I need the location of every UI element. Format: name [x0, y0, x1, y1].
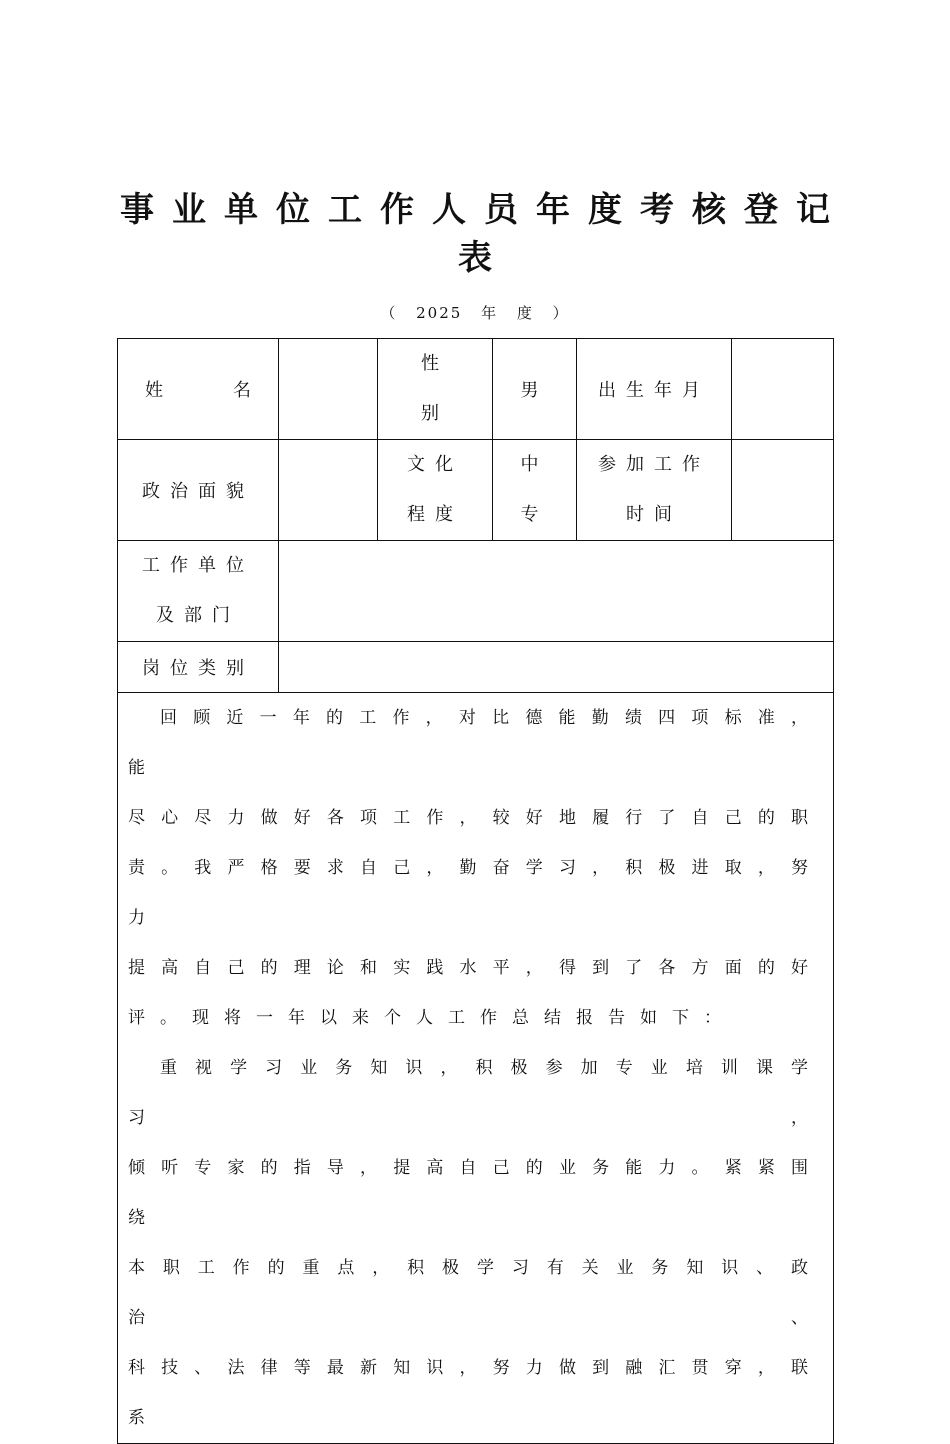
- gender-field[interactable]: 男: [493, 339, 577, 440]
- birth-field[interactable]: [732, 339, 834, 440]
- year-line: [0, 302, 950, 323]
- unit-label-line-1: 工作单位: [142, 555, 254, 576]
- work-start-label-line-2: 时间: [626, 504, 682, 525]
- summary-line: 倾听专家的指导，提高自己的业务能力。紧紧围绕: [128, 1158, 823, 1228]
- summary-line: 提高自己的理论和实践水平，得到了各方面的好: [128, 958, 823, 978]
- gender-label-line-2: 别: [421, 403, 449, 424]
- name-label: 姓名: [118, 339, 279, 440]
- gender-label-line-1: 性: [421, 353, 449, 374]
- education-label-line-1: 文化: [407, 454, 463, 475]
- summary-line: 本职工作的重点，积极学习有关业务知识、政治、: [128, 1258, 823, 1328]
- political-label: 政治面貌: [118, 440, 279, 541]
- post-field[interactable]: [279, 642, 834, 693]
- summary-line: 尽心尽力做好各项工作，较好地履行了自己的职: [128, 808, 823, 828]
- work-start-label-line-1: 参加工作: [598, 454, 710, 475]
- summary-line: 重视学习业务知识，积极参加专业培训课学习，: [128, 1058, 823, 1128]
- form-title-line-1: 事业单位工作人员年度考核登记: [120, 190, 848, 230]
- education-value-line-1: 中: [520, 454, 549, 475]
- work-start-label: [577, 440, 732, 541]
- unit-label-line-2: 及部门: [156, 605, 240, 626]
- summary-cell[interactable]: [118, 693, 834, 1444]
- summary-line: 责。我严格要求自己，勤奋学习，积极进取，努力: [128, 858, 823, 928]
- year-value: 2025: [416, 304, 463, 322]
- education-label-line-2: 程度: [407, 504, 463, 525]
- education-field[interactable]: [493, 440, 577, 541]
- summary-line: 回顾近一年的工作，对比德能勤绩四项标准，能: [128, 708, 823, 778]
- name-field[interactable]: [279, 339, 378, 440]
- birth-label: 出生年月: [577, 339, 732, 440]
- year-du: 度: [516, 304, 534, 322]
- unit-label: [118, 541, 279, 642]
- form-title: [0, 186, 950, 282]
- gender-label: [378, 339, 493, 440]
- year-close-paren: ）: [552, 304, 570, 322]
- work-start-field[interactable]: [732, 440, 834, 541]
- assessment-form-table: [117, 338, 834, 1444]
- summary-line: 科技、法律等最新知识，努力做到融汇贯穿，联系: [128, 1358, 823, 1428]
- political-field[interactable]: [279, 440, 378, 541]
- unit-field[interactable]: [279, 541, 834, 642]
- year-open-paren: （: [380, 304, 398, 322]
- education-label: [378, 440, 493, 541]
- education-value-line-2: 专: [520, 504, 549, 525]
- form-title-line-2: 表: [458, 238, 510, 278]
- post-label: 岗位类别: [118, 642, 279, 693]
- summary-line: 评。现将一年以来个人工作总结报告如下：: [128, 1008, 736, 1028]
- year-nian: 年: [481, 304, 499, 322]
